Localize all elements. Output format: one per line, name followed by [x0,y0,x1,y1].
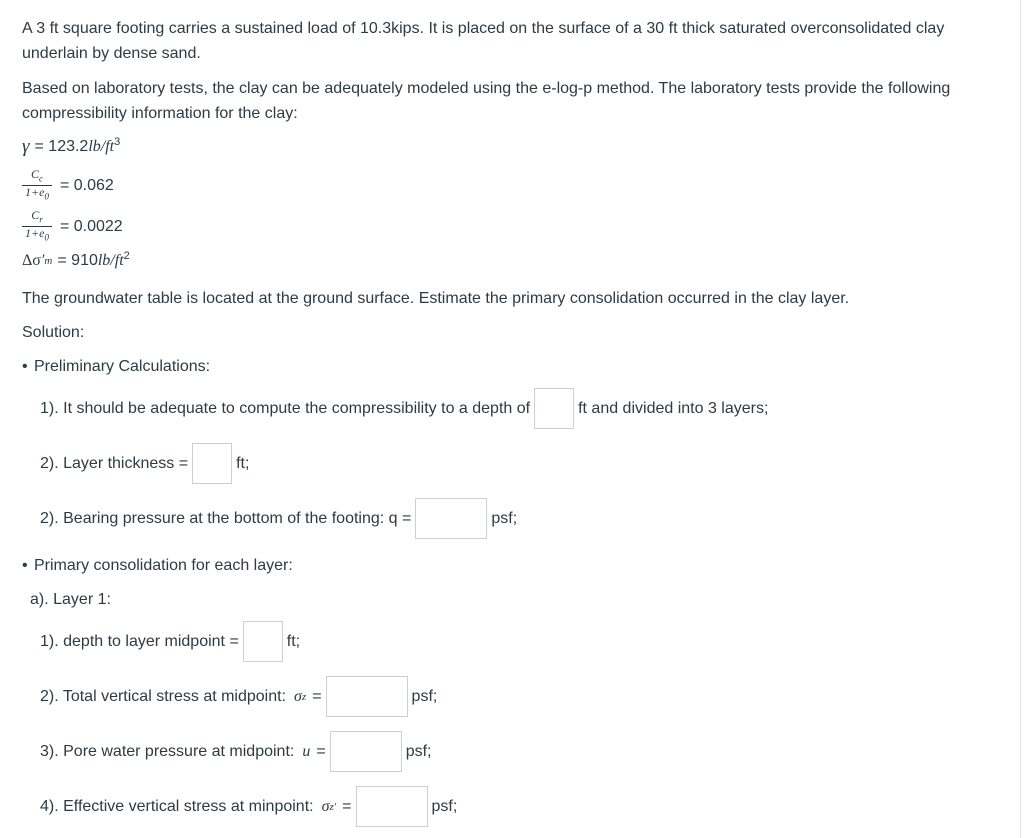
depth-input[interactable] [534,388,574,429]
layer1-q2-row: 2). Total vertical stress at midpoint: σ z = psf; [40,676,437,717]
layer-thickness-input[interactable] [192,443,232,484]
pore-pressure-input[interactable] [330,731,402,772]
prelim-q1-row: 1). It should be adequate to compute the compressibility to a depth of ft and divided into 3 layers; [40,388,768,429]
gamma-equation: γ = 123.2 lb/ft $^3$ [22,136,121,157]
prelim-heading: • Preliminary Calculations: [22,358,211,375]
layer1-q3-row: 3). Pore water pressure at midpoint: u = psf; [40,731,431,772]
delta-sigma-equation: Δσ ′ m = 910 lb/ft $^2$ [22,250,130,269]
midpoint-depth-input[interactable] [243,621,283,662]
primary-heading: • Primary consolidation for each layer: [22,557,293,574]
prelim-q3-row: 2). Bearing pressure at the bottom of the footing: q = psf; [40,498,517,539]
layer1-q1-row: 1). depth to layer midpoint = ft; [40,621,300,662]
problem-method-text: Based on laboratory tests, the clay can be adequately modeled using the e-log-p method. The laboratory tests provide the following compressibility information for the clay: [22,80,951,122]
cr-ratio-equation: $\frac{C_r}{1+e_0}$ = 0.0022 [22,209,123,245]
layer1-label: a). Layer 1: [30,591,111,608]
prelim-q2-row: 2). Layer thickness = ft; [40,443,249,484]
cc-ratio-equation: $\frac{C_c}{1+e_0}$ = 0.062 [22,168,114,204]
solution-label: Solution: [22,324,85,341]
effective-stress-input[interactable] [356,786,428,827]
problem-statement: A 3 ft square footing carries a sustained load of 10.3kips. It is placed on the surface of a 30 ft thick saturated overconsolidated clay underlain by dense sand. [22,20,945,62]
groundwater-text: The groundwater table is located at the ground surface. Estimate the primary consolidation occurred in the clay layer. [22,290,850,307]
total-stress-input[interactable] [326,676,408,717]
bearing-pressure-input[interactable] [415,498,487,539]
layer1-q4-row: 4). Effective vertical stress at minpoint: σ z′ = psf; [40,786,457,827]
